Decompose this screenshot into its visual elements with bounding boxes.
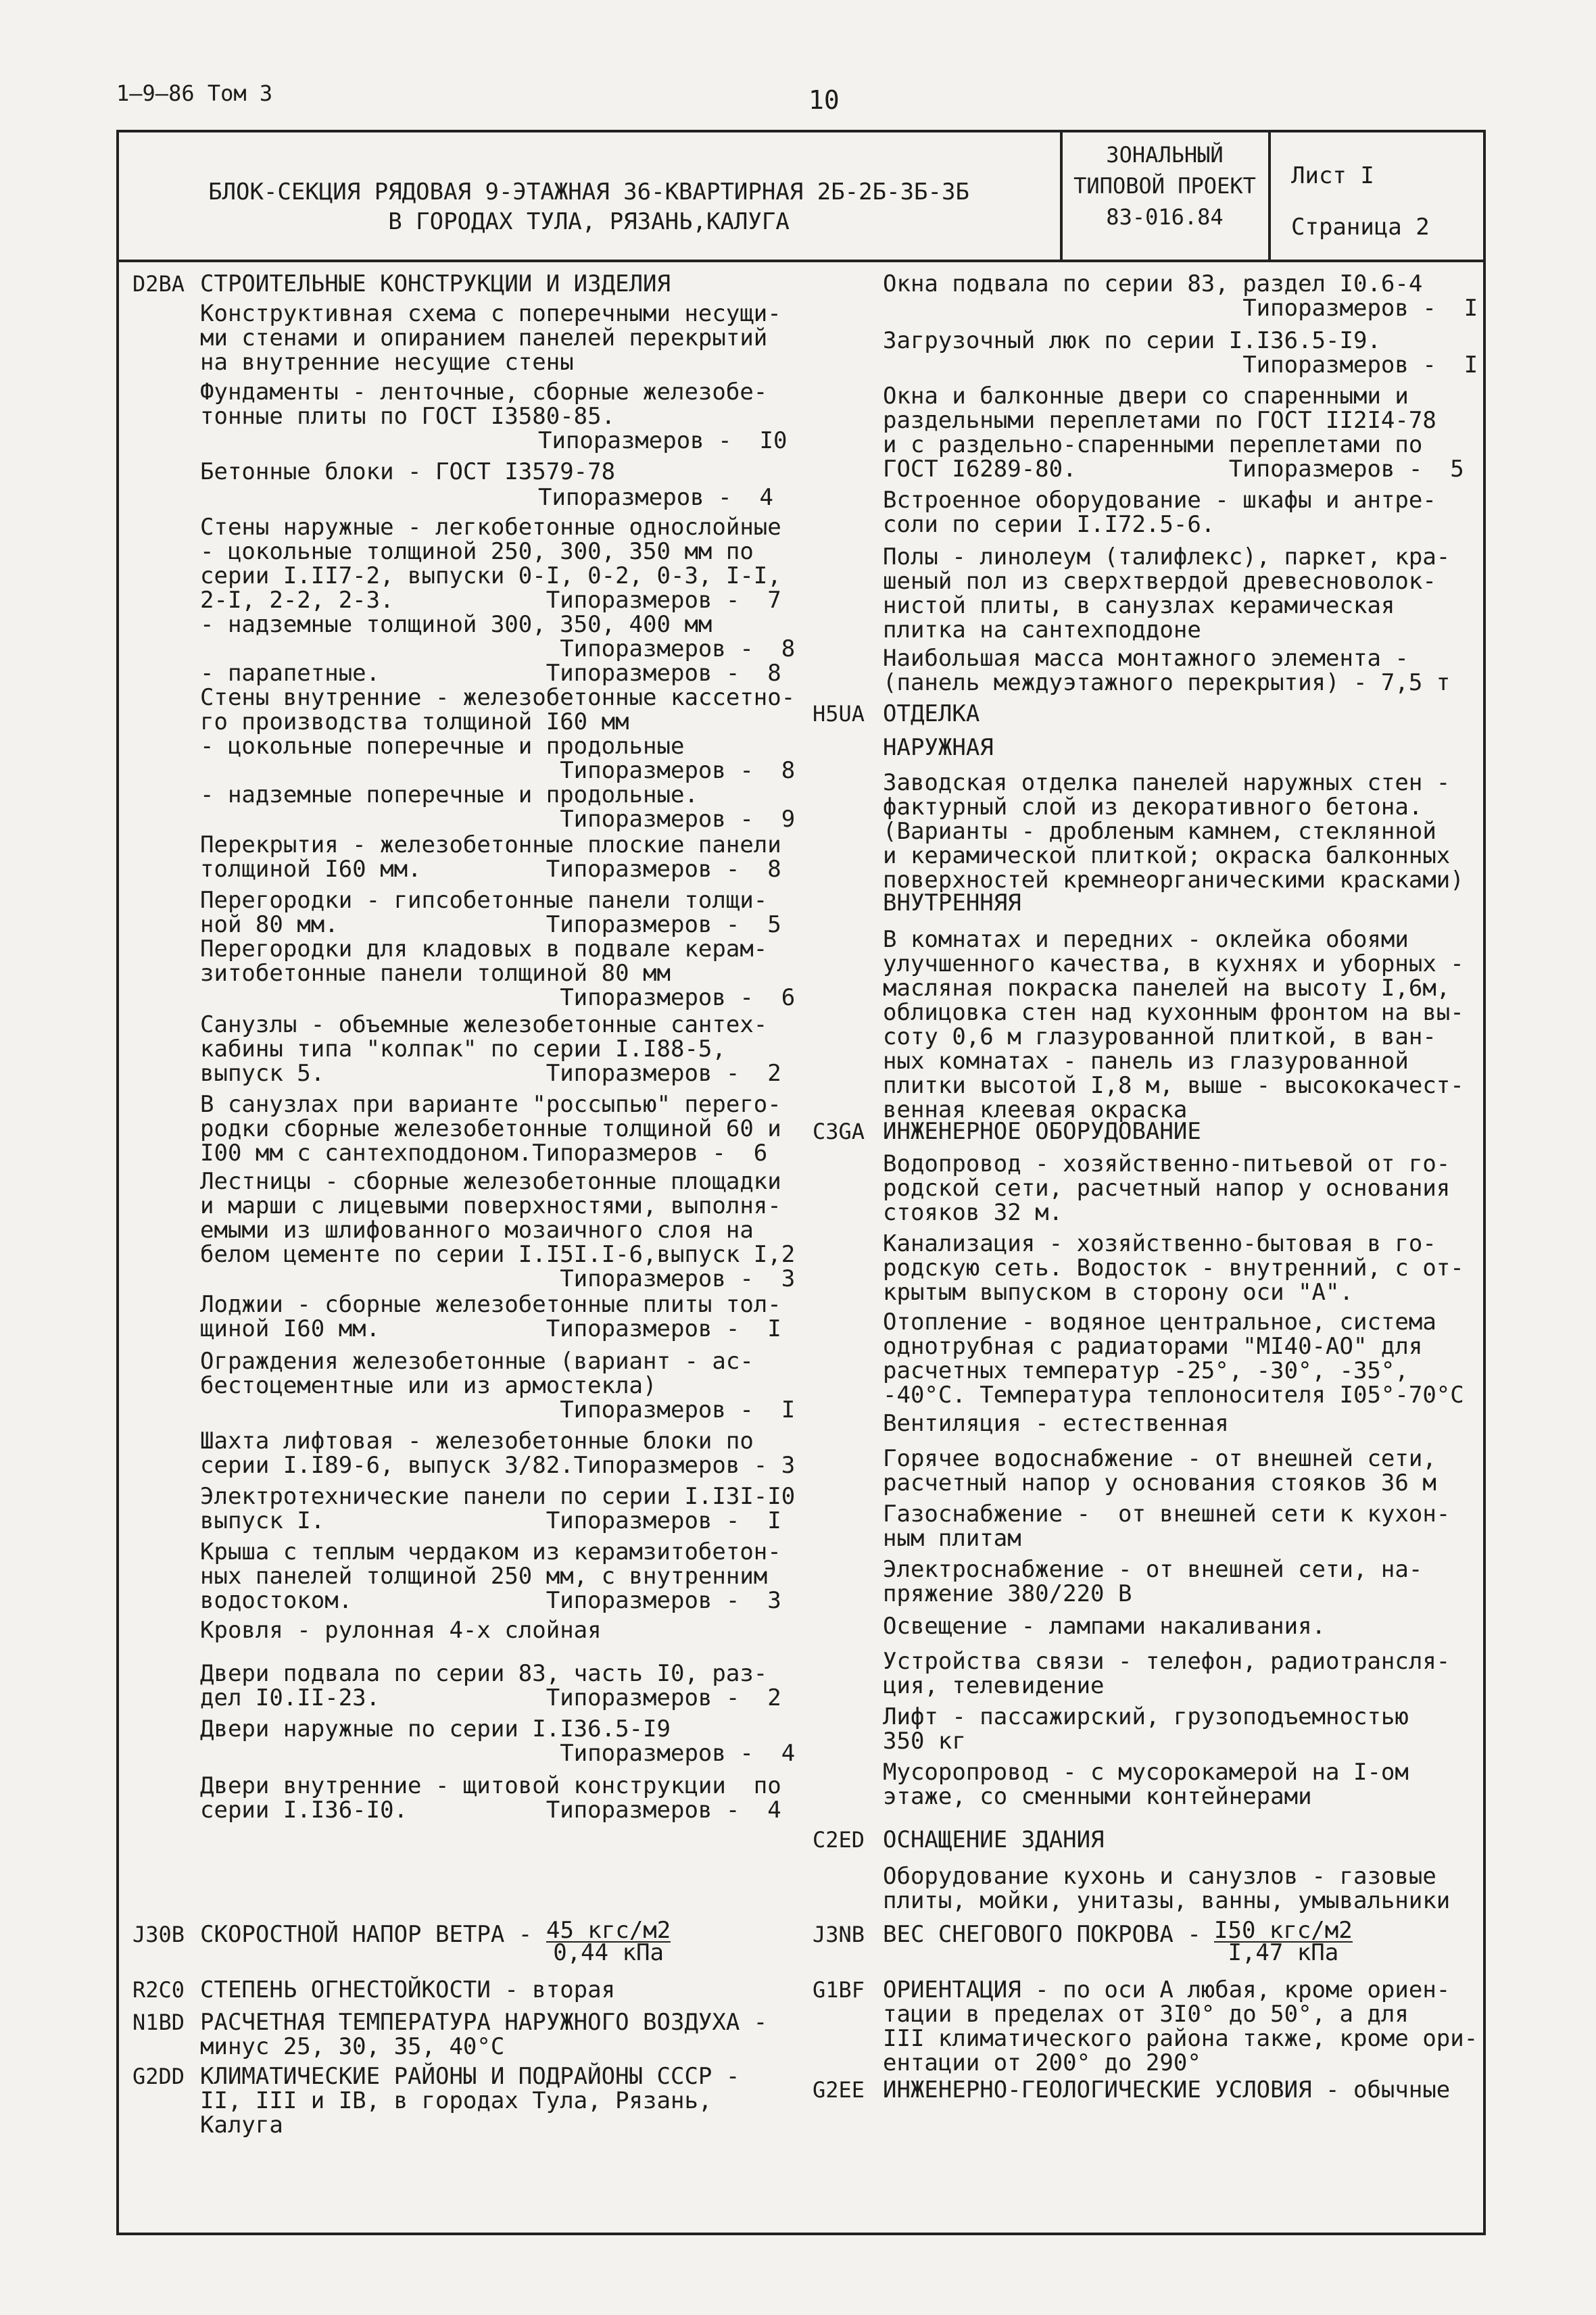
paragraph: Перегородки - гипсобетонные панели толщи- ной 80 мм. Типоразмеров - 5 Перегородки для кладовых в подвале керам- зитобетонные панели толщиной 80 мм Типоразмеров - 6 [200,887,796,1011]
paragraph: Стены наружные - легкобетонные однослойные - цокольные толщиной 250, 300, 350 мм по серии I.II7-2, выпуски 0-I, 0-2, 0-3, I-I, 2-I, 2-2, 2-3. Типоразмеров - 7 - надземные толщиной 300, 350, 400 мм Типоразмеров - 8 - парапетные. Типоразмеров - 8 [200,514,796,687]
paragraph: Устройства связи - телефон, радиотрансля- ция, телевидение [883,1648,1451,1699]
section-code: J30B [132,1922,185,1947]
wind-pressure-label: СКОРОСТНОЙ НАПОР ВЕТРА - [200,1921,533,1948]
paragraph: Горячее водоснабжение - от внешней сети, расчетный напор у основания стояков 36 м [883,1445,1436,1496]
paragraph: Фундаменты - ленточные, сборные железобе- тонные плиты по ГОСТ I3580-85. [200,379,768,430]
paragraph: Лоджии - сборные железобетонные плиты тол- щиной I60 мм. Типоразмеров - I [200,1291,781,1342]
subsection-title: НАРУЖНАЯ [883,734,994,761]
project-number: 83-016.84 [1106,204,1224,230]
header-divider [116,260,1486,262]
geological-conditions: ИНЖЕНЕРНО-ГЕОЛОГИЧЕСКИЕ УСЛОВИЯ - обычные [883,2076,1451,2103]
section-title: ОСНАЩЕНИЕ ЗДАНИЯ [883,1826,1105,1853]
paragraph: Заводская отделка панелей наружных стен - фактурный слой из декоративного бетона. (Варианты - дробленым камнем, стеклянной и керамической плиткой; окраска балконных поверхностей кремнеорганическими красками) [883,769,1464,894]
paragraph: Наибольшая масса монтажного элемента - (панель междуэтажного перекрытия) - 7,5 т [883,645,1451,696]
paragraph: Освещение - лампами накаливания. [883,1613,1326,1640]
paragraph: Полы - линолеум (талифлекс), паркет, кра- шеный пол из сверхтвердой древесноволок- нистой плиты, в санузлах керамическая плитка на сантехподдоне [883,543,1451,643]
wind-pressure-kgs: 45 кгс/м2 [546,1917,671,1944]
paragraph: Двери подвала по серии 83, часть I0, раз- дел I0.II-23. Типоразмеров - 2 [200,1660,781,1711]
snow-load-kpa: I,47 кПа [1228,1939,1339,1966]
climatic-regions: КЛИМАТИЧЕСКИЕ РАЙОНЫ И ПОДРАЙОНЫ СССР - II, III и IВ, в городах Тула, Рязань, Калуга [200,2063,740,2139]
paragraph: Водопровод - хозяйственно-питьевой от го- родской сети, расчетный напор у основания стояков 32 м. [883,1150,1451,1226]
paragraph: Отопление - водяное центральное, система однотрубная с радиаторами "МI40-АО" для расчетных температур -25°, -30°, -35°, -40°С. Температура теплоносителя I05°-70°С [883,1309,1464,1409]
paragraph: Лифт - пассажирский, грузоподъемностью 350 кг [883,1703,1409,1755]
paragraph: Встроенное оборудование - шкафы и антре- соли по серии I.I72.5-6. [883,487,1436,538]
page-number: 10 [808,85,840,115]
paragraph: Двери наружные по серии I.I36.5-I9 Типоразмеров - 4 [200,1715,796,1767]
fire-resistance: СТЕПЕНЬ ОГНЕСТОЙКОСТИ - вторая [200,1976,616,2003]
header-divider-vertical [1268,130,1271,261]
paragraph: Ограждения железобетонные (вариант - ас- бестоцементные или из армостекла) Типоразмеров - I [200,1348,796,1423]
design-temperature: РАСЧЕТНАЯ ТЕМПЕРАТУРА НАРУЖНОГО ВОЗДУХА - минус 25, 30, 35, 40°С [200,2009,768,2060]
section-code: G2DD [132,2064,185,2089]
project-block [1063,139,1267,233]
title-line-2: В ГОРОДАХ ТУЛА, РЯЗАНЬ,КАЛУГА [388,208,790,235]
section-title: ОТДЕЛКА [883,700,980,727]
section-code: J3NB [813,1922,865,1947]
snow-load-kgs: I50 кгс/м2 [1214,1917,1353,1944]
paragraph: Крыша с теплым чердаком из керамзитобетон- ных панелей толщиной 250 мм, с внутренним водостоком. Типоразмеров - 3 [200,1538,781,1614]
section-code: C2ED [813,1827,865,1853]
snow-load-label: ВЕС СНЕГОВОГО ПОКРОВА - [883,1921,1201,1948]
subsection-title: ВНУТРЕННЯЯ [883,890,1021,917]
wind-pressure-kpa: 0,44 кПа [553,1939,664,1966]
paragraph: Санузлы - объемные железобетонные сантех- кабины типа "колпак" по серии I.I88-5, выпуск 5. Типоразмеров - 2 [200,1011,781,1087]
paragraph: Загрузочный люк по серии I.I36.5-I9. Типоразмеров - I [883,327,1478,379]
section-code: R2C0 [132,1977,185,2003]
section-code: N1BD [132,2009,185,2035]
paragraph: В санузлах при варианте "россыпью" перего- родки сборные железобетонные толщиной 60 и I00 мм с сантехподдоном.Типоразмеров - 6 [200,1091,781,1167]
document-reference: 1—9—86 Том 3 [116,80,273,106]
section-title: СТРОИТЕЛЬНЫЕ КОНСТРУКЦИИ И ИЗДЕЛИЯ [200,270,671,297]
section-title: ИНЖЕНЕРНОЕ ОБОРУДОВАНИЕ [883,1118,1201,1145]
paragraph: Вентиляция - естественная [883,1410,1229,1437]
paragraph: Газоснабжение - от внешней сети к кухон- ным плитам [883,1501,1451,1552]
paragraph: Перекрытия - железобетонные плоские панели толщиной I60 мм. Типоразмеров - 8 [200,831,781,883]
paragraph: Лестницы - сборные железобетонные площадки и марши с лицевыми поверхностями, выполня- емыми из шлифованного мозаичного слоя на белом цементе по серии I.I5I.I-6,выпуск I,2 Типоразмеров - 3 [200,1168,796,1292]
sheet-block [1291,150,1480,253]
size-count: Типоразмеров - I0 [538,427,788,454]
section-code: H5UA [813,701,865,727]
orientation: ОРИЕНТАЦИЯ - по оси А любая, кроме ориен- тации в пределах от 3I0° до 50°, а для III климатического района также, кроме ори- ентации от 200° до 290° [883,1976,1478,2076]
paragraph: Конструктивная схема с поперечными несущи- ми стенами и опиранием панелей перекрытий на внутренние несущие стены [200,300,781,376]
snow-load-value [1214,1917,1353,1966]
paragraph: Электротехнические панели по серии I.I3I-I0 выпуск I. Типоразмеров - I [200,1483,796,1534]
paragraph: В комнатах и передних - оклейка обоями улучшенного качества, в кухнях и уборных - масляная покраска панелей на высоту I,6м, облицовка стен над кухонным фронтом на вы- соту 0,6 м глазурованной плиткой, в ван- ных комнатах - панель из глазурованной плитки высотой I,8 м, выше - высококачест- венная клеевая окраска [883,926,1464,1123]
page-label: Страница 2 [1291,214,1430,241]
wind-pressure-value [546,1917,671,1966]
paragraph: Шахта лифтовая - железобетонные блоки по серии I.I89-6, выпуск 3/82.Типоразмеров - 3 [200,1428,796,1479]
title-line-1: БЛОК-СЕКЦИЯ РЯДОВАЯ 9-ЭТАЖНАЯ 36-КВАРТИРНАЯ 2Б-2Б-3Б-3Б [208,178,969,205]
paragraph: Двери внутренние - щитовой конструкции по серии I.I36-I0. Типоразмеров - 4 [200,1772,781,1824]
sheet-label: Лист I [1291,162,1374,189]
typical-project-label: ТИПОВОЙ ПРОЕКТ [1073,173,1256,199]
section-code: C3GA [813,1119,865,1144]
paragraph: Оборудование кухонь и санузлов - газовые плиты, мойки, унитазы, ванны, умывальники [883,1863,1451,1914]
paragraph: Бетонные блоки - ГОСТ I3579-78 [200,458,616,485]
paragraph: Окна подвала по серии 83, раздел I0.6-4 Типоразмеров - I [883,270,1478,322]
paragraph: Мусоропровод - с мусорокамерой на I-ом этаже, со сменными контейнерами [883,1759,1409,1810]
paragraph: Окна и балконные двери со спаренными и раздельными переплетами по ГОСТ II2I4-78 и с раздельно-спаренными переплетами по ГОСТ I6289-80. Типоразмеров - 5 [883,383,1464,483]
paragraph: Кровля - рулонная 4-х слойная [200,1617,602,1644]
paragraph: Канализация - хозяйственно-бытовая в го- родскую сеть. Водосток - внутренний, с от- крытым выпуском в сторону оси "А". [883,1230,1464,1306]
title-block [119,177,1059,237]
paragraph: Электроснабжение - от внешней сети, на- пряжение 380/220 В [883,1556,1423,1607]
paragraph: Стены внутренние - железобетонные кассетно- го производства толщиной I60 мм - цокольные поперечные и продольные Типоразмеров - 8 - надземные поперечные и продольные. Типоразмеров - 9 [200,684,796,833]
section-code: G1BF [813,1977,865,2003]
section-code: G2EE [813,2077,865,2103]
section-code: D2BA [132,271,185,297]
size-count: Типоразмеров - 4 [538,484,773,511]
zonal-label: ЗОНАЛЬНЫЙ [1106,142,1224,168]
